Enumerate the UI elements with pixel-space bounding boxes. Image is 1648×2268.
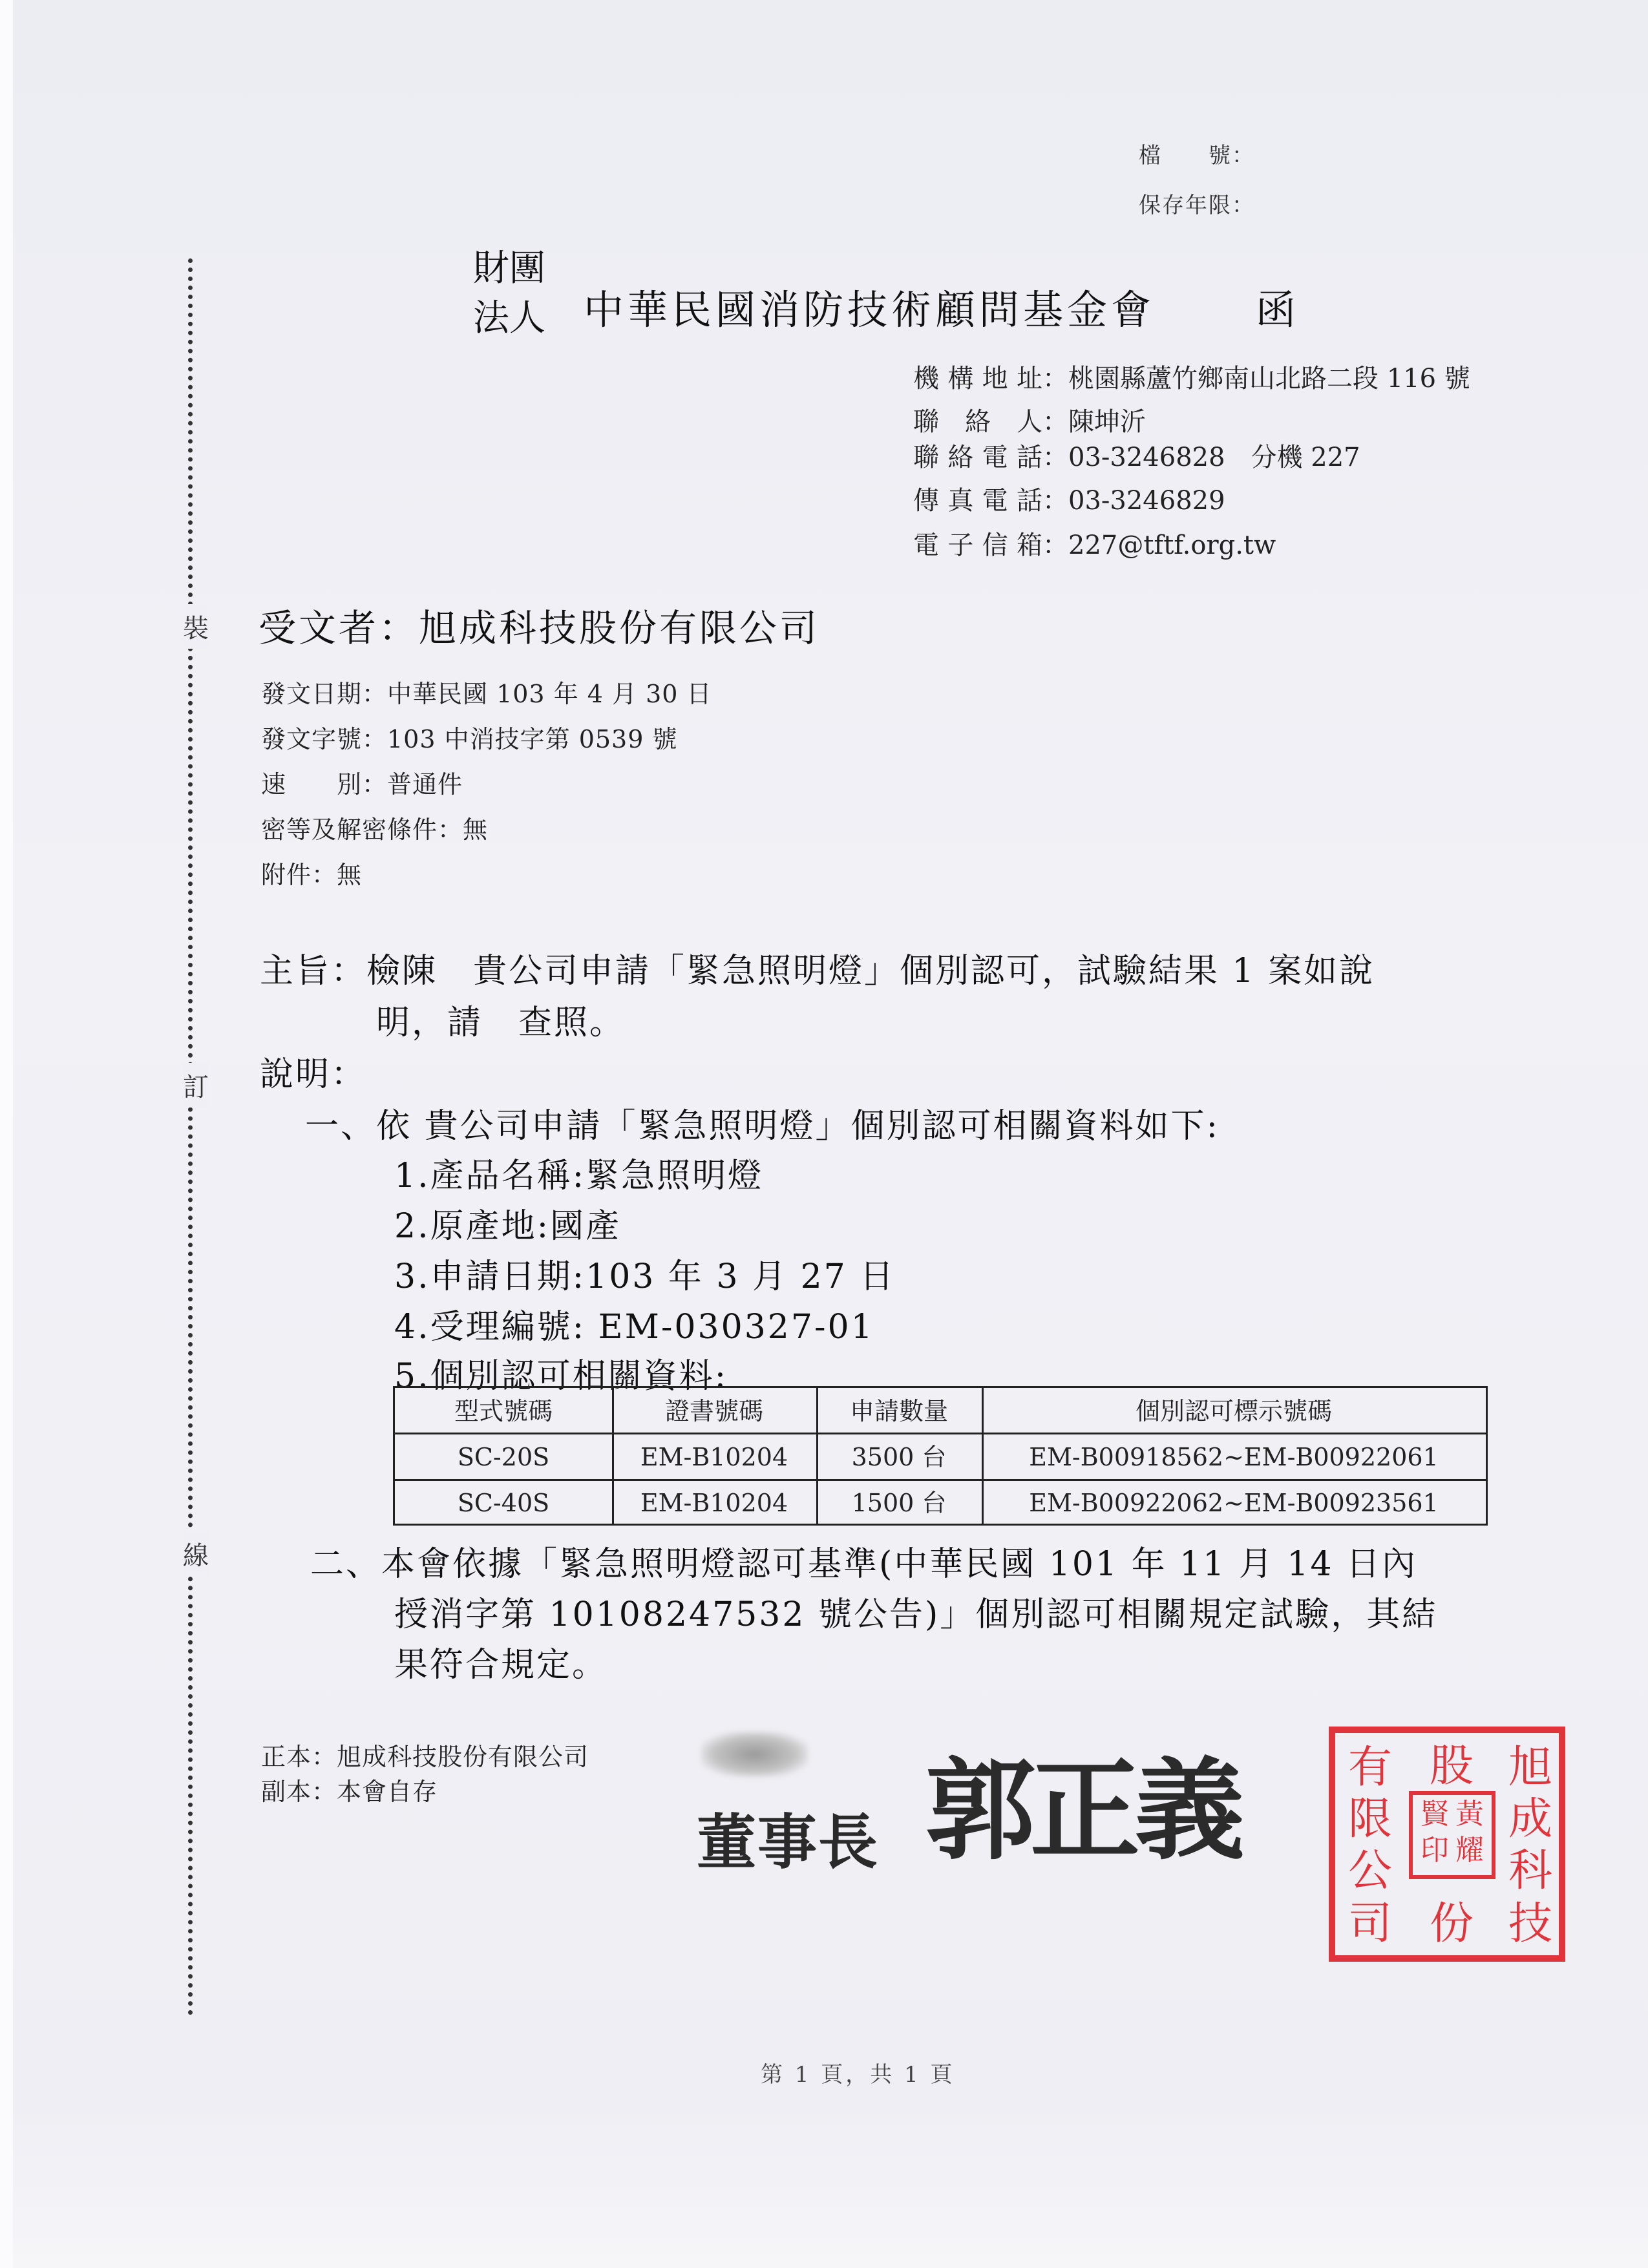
table-row xyxy=(395,1434,1486,1480)
table-cell: EM-B00918562~EM-B00922061 xyxy=(1029,1443,1439,1471)
file-number-label: 檔 號： xyxy=(1139,143,1255,169)
seal-char: 公 xyxy=(1347,1845,1392,1896)
fax-label: 傳真電話 xyxy=(913,486,1042,516)
table-header-cell: 型式號碼 xyxy=(454,1397,553,1425)
contact-address xyxy=(913,358,1470,395)
org-prefix-line1: 財團 xyxy=(473,247,545,289)
seal-char: 科 xyxy=(1508,1845,1552,1896)
subject-line1: 主旨：檢陳 貴公司申請「緊急照明燈」個別認可，試驗結果 1 案如說 xyxy=(260,952,1375,991)
seal-inner-char: 印 xyxy=(1421,1834,1449,1867)
table-header-cell: 申請數量 xyxy=(849,1397,948,1425)
binding-char-xian: 線 xyxy=(183,1531,209,1576)
address-value: ：桃園縣蘆竹鄉南山北路二段 116 號 xyxy=(1042,364,1470,394)
seal-char: 限 xyxy=(1347,1794,1392,1845)
delivery-speed: 速 別：普通件 xyxy=(261,770,463,799)
redacted-signature-smudge xyxy=(701,1732,808,1777)
seal-char: 份 xyxy=(1429,1898,1474,1949)
contact-person-value: ：陳坤沂 xyxy=(1042,407,1146,437)
phone-label: 聯絡電話 xyxy=(913,443,1042,472)
phone-value: ：03-3246828 分機 227 xyxy=(1042,443,1360,472)
seal-char: 旭 xyxy=(1508,1742,1552,1793)
table-cell: 1500 台 xyxy=(851,1489,947,1517)
contact-person xyxy=(913,401,1146,438)
explanation-label: 說明： xyxy=(260,1055,367,1094)
table-cell: EM-B10204 xyxy=(640,1489,788,1517)
application-date: 3.申請日期:103 年 3 月 27 日 xyxy=(394,1257,896,1296)
company-seal-icon xyxy=(1329,1727,1565,1962)
approval-data-table xyxy=(393,1386,1488,1526)
seal-char: 成 xyxy=(1508,1794,1552,1845)
issue-number: 發文字號：103 中消技字第 0539 號 xyxy=(261,725,678,753)
seal-inner-char: 耀 xyxy=(1455,1834,1484,1867)
recipient: 受文者：旭成科技股份有限公司 xyxy=(259,606,820,650)
org-name: 中華民國消防技術顧問基金會 xyxy=(584,286,1156,333)
seal-inner-char: 賢 xyxy=(1421,1798,1449,1831)
secrecy-level: 密等及解密條件：無 xyxy=(261,815,489,844)
product-name: 1.產品名稱:緊急照明燈 xyxy=(394,1157,764,1195)
original-recipient: 正本：旭成科技股份有限公司 xyxy=(261,1743,589,1771)
seal-char: 司 xyxy=(1347,1898,1392,1949)
binding-dotted-line xyxy=(188,258,193,2016)
seal-char: 技 xyxy=(1508,1898,1552,1949)
table-header-row xyxy=(395,1388,1486,1434)
issue-date: 發文日期：中華民國 103 年 4 月 30 日 xyxy=(261,680,712,708)
explanation-item2-line2: 授消字第 10108247532 號公告)」個別認可相關規定試驗，其結 xyxy=(394,1595,1438,1634)
contact-person-label: 聯 絡 人 xyxy=(913,407,1042,437)
email-value: ：227@tftf.org.tw xyxy=(1042,530,1276,560)
origin: 2.原產地:國產 xyxy=(394,1207,622,1246)
contact-email xyxy=(913,525,1276,562)
subject-line2: 明，請 查照。 xyxy=(376,1003,626,1042)
table-cell: SC-40S xyxy=(457,1489,550,1517)
contact-fax xyxy=(913,480,1225,517)
table-cell: 3500 台 xyxy=(851,1443,947,1471)
page-number: 第 1 頁，共 1 頁 xyxy=(761,2062,955,2088)
approval-data-label: 5.個別認可相關資料: xyxy=(394,1357,728,1396)
signatory-name: 郭正義 xyxy=(925,1746,1240,1875)
fax-value: ：03-3246829 xyxy=(1042,486,1225,516)
email-label: 電子信箱 xyxy=(913,530,1042,560)
acceptance-number: 4.受理編號: EM-030327-01 xyxy=(394,1308,874,1347)
document-type: 函 xyxy=(1256,286,1296,333)
binding-char-ding: 訂 xyxy=(183,1063,209,1108)
seal-char: 股 xyxy=(1429,1741,1474,1792)
scan-edge xyxy=(0,0,13,2268)
address-label: 機構地址 xyxy=(913,364,1042,394)
table-cell: SC-20S xyxy=(457,1443,550,1471)
explanation-item2-line3: 果符合規定。 xyxy=(394,1646,608,1685)
contact-phone xyxy=(913,437,1360,474)
table-row xyxy=(395,1480,1486,1526)
table-cell: EM-B10204 xyxy=(640,1443,788,1471)
explanation-item1: 一、依 貴公司申請「緊急照明燈」個別認可相關資料如下: xyxy=(305,1107,1220,1146)
org-prefix-line2: 法人 xyxy=(473,297,545,339)
page-bottom-band xyxy=(13,2100,1648,2268)
copy-recipient: 副本：本會自存 xyxy=(261,1778,438,1806)
table-cell: EM-B00922062~EM-B00923561 xyxy=(1029,1489,1439,1517)
binding-char-zhuang: 裝 xyxy=(183,604,209,649)
signatory-title: 董事長 xyxy=(697,1807,880,1877)
seal-inner-box xyxy=(1409,1791,1495,1879)
explanation-item2-line1: 二、本會依據「緊急照明燈認可基準(中華民國 101 年 11 月 14 日內 xyxy=(310,1545,1418,1584)
seal-char: 有 xyxy=(1347,1742,1392,1793)
seal-inner-char: 黃 xyxy=(1455,1798,1484,1831)
retention-period-label: 保存年限： xyxy=(1139,193,1255,218)
table-header-cell: 個別認可標示號碼 xyxy=(1135,1397,1332,1425)
table-header-cell: 證書號碼 xyxy=(664,1397,763,1425)
attachments: 附件：無 xyxy=(261,861,363,889)
